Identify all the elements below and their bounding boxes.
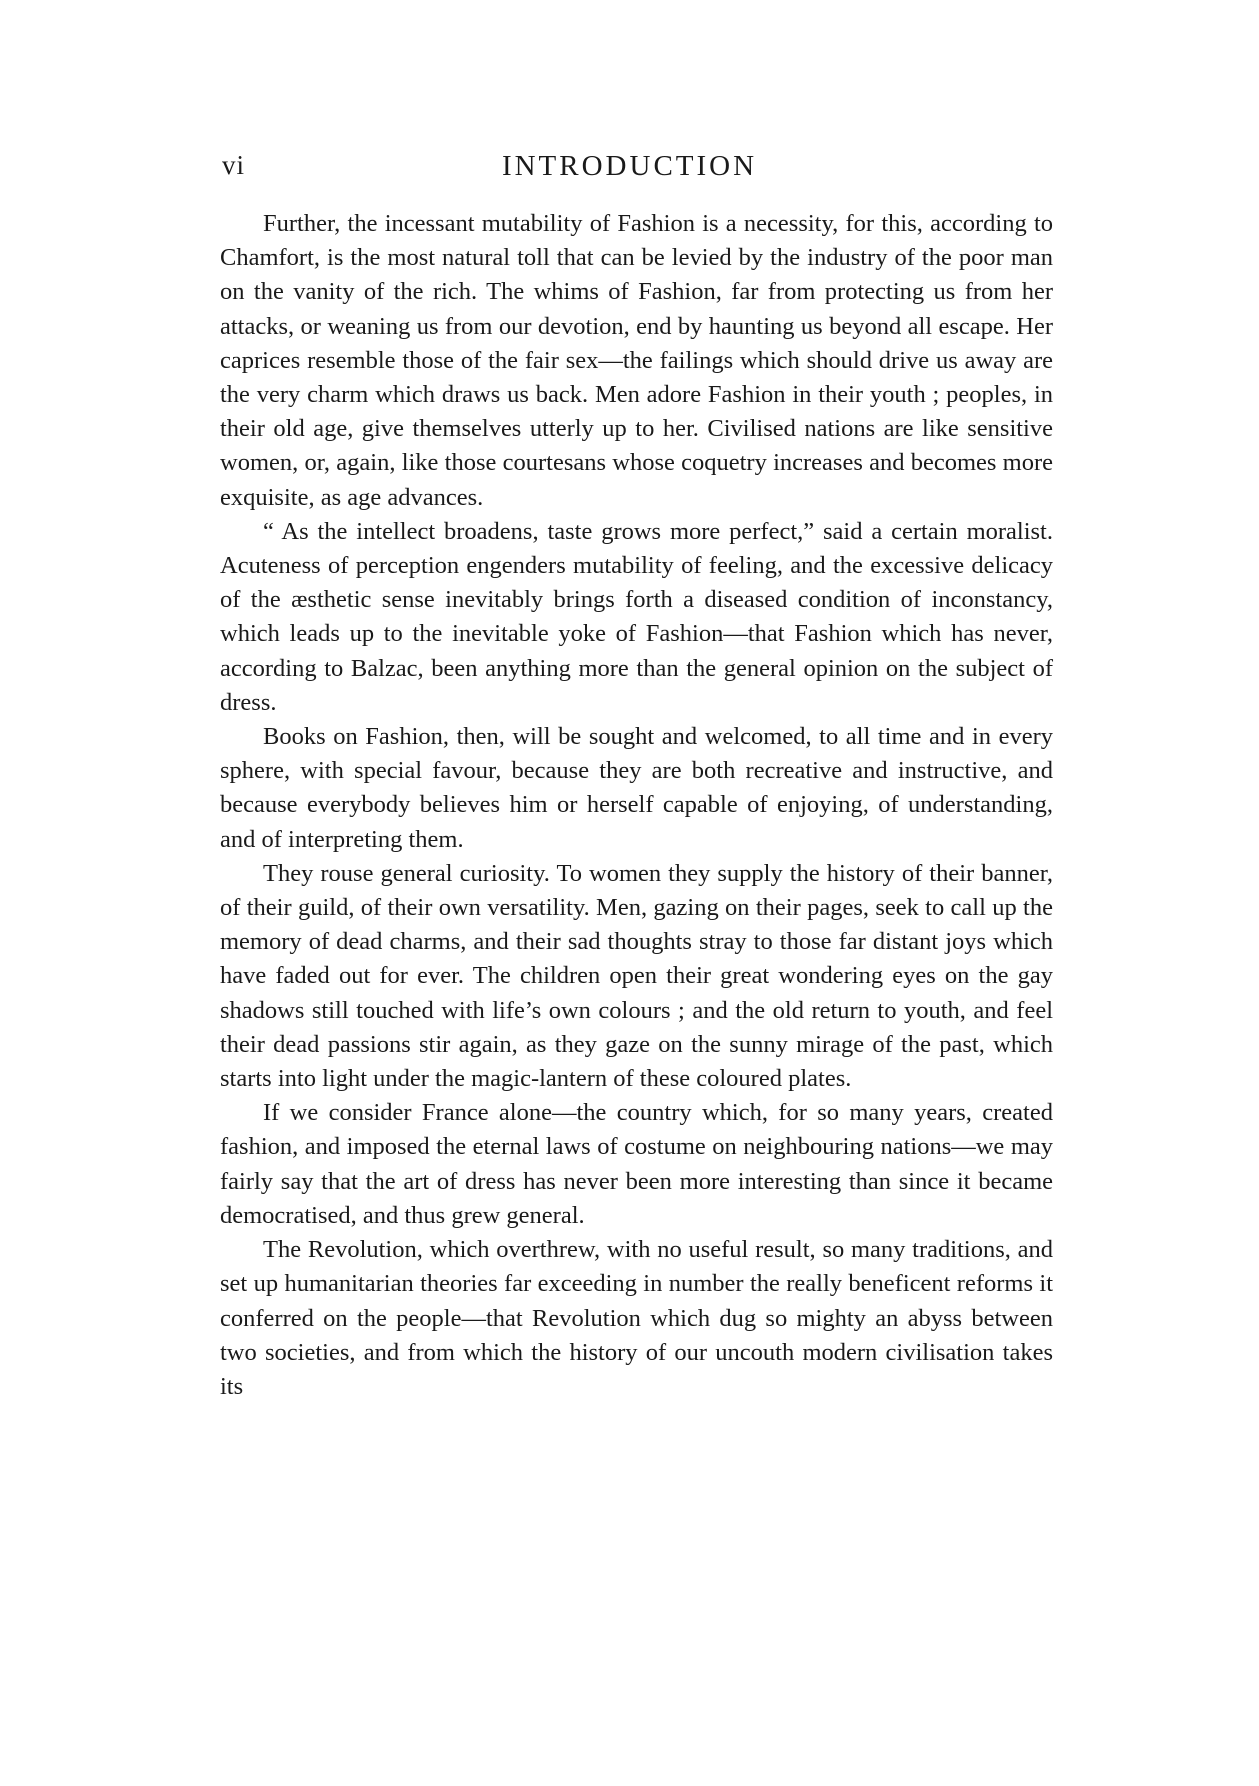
page-number: vi [222,150,246,180]
paragraph: Further, the incessant mutability of Fashion is a necessity, for this, according to Chamfort, is the most natural toll that can be levied by the industry of the poor man on the vanity of the rich. The whims of Fashion, far from protecting us from her attacks, or weaning us from our devotion, end by haunting us beyond all escape. Her caprices resemble those of the fair sex—the failings which should drive us away are the very charm which draws us back. Men adore Fashion in their youth ; peoples, in their old age, give themselves utterly up to her. Civilised nations are like sensitive women, or, again, like those courtesans whose coquetry increases and becomes more exquisite, as age advances. [220,210,1053,511]
paragraph: Books on Fashion, then, will be sought and welcomed, to all time and in every sphere, with special favour, because they are both recreative and instructive, and because everybody believes him or herself capable of enjoying, of understanding, and of interpreting them. [220,723,1053,853]
body-text [220,207,1053,1404]
paragraph: “ As the intellect broadens, taste grows more perfect,” said a certain moralist. Acuteness of perception engenders mutability of feeling, and the excessive delicacy of the æsthetic sense inevitably brings forth a diseased condition of inconstancy, which leads up to the inevitable yoke of Fashion—that Fashion which has never, according to Balzac, been anything more than the general opinion on the subject of dress. [220,517,1053,716]
running-head-title: INTRODUCTION [501,150,758,182]
paragraph: If we consider France alone—the country which, for so many years, created fashion, and imposed the eternal laws of costume on neighbouring nations—we may fairly say that the art of dress has never been more interesting than since it became democratised, and thus grew general. [220,1099,1053,1229]
paragraph: They rouse general curiosity. To women they supply the history of their banner, of their guild, of their own versatility. Men, gazing on their pages, seek to call up the memory of dead charms, and their sad thoughts stray to those far distant joys which have faded out for ever. The children open their great wondering eyes on the gay shadows still touched with life’s own colours ; and the old return to youth, and feel their dead passions stir again, as they gaze on the sunny mirage of the past, which starts into light under the magic-lantern of these coloured plates. [220,859,1053,1093]
paragraph-continued: The Revolution, which overthrew, with no useful result, so many traditions, and set up humanitarian theories far exceeding in number the really beneficent reforms it conferred on the people—that Revolution which dug so mighty an abyss between two societies, and from which the history of our uncouth modern civilisation takes its [220,1236,1053,1400]
